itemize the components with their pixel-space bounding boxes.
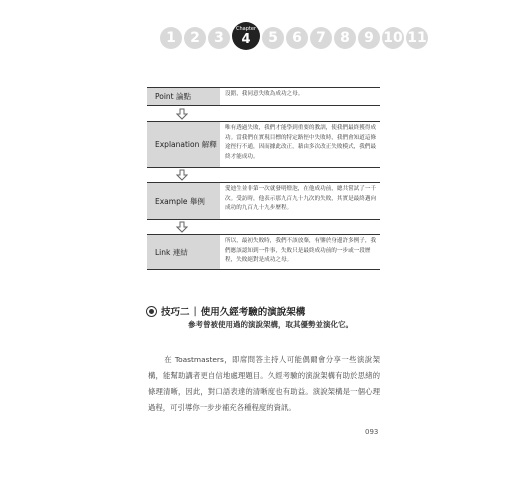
point-label: Point 論點 [147, 88, 220, 105]
chapter-7-badge: 7 [310, 27, 332, 49]
point-text: 沒錯，我同意失敗為成功之母。 [220, 88, 380, 105]
chapter-2-badge: 2 [184, 27, 206, 49]
page-number: 093 [365, 428, 379, 436]
chapter-3-badge: 3 [208, 27, 230, 49]
body-paragraph: 在 Toastmasters，即席問答主持人可能偶爾會分享一些演說架構，能幫助講者更自信地處理題目。久經考驗的演說架構有助於思緒的條理清晰，因此，對口語表達的清晰度也有助益。演說架構是一個心理過程，可引導你一步步補充各種程度的資訊。 [148, 355, 380, 413]
down-arrow-icon [176, 169, 188, 181]
tip-separator: | [193, 305, 197, 317]
explanation-label: Explanation 解釋 [147, 122, 220, 167]
example-label: Example 舉例 [147, 183, 220, 219]
chapter-1-badge: 1 [160, 27, 182, 49]
example-text: 愛迪生並非第一次就發明燈泡，在他成功前，總共嘗試了一千次。受訪時，他表示那九百九十九次的失敗，其實是最終邁向成功的九百九十九步歷程。 [220, 183, 380, 219]
bullet-icon [146, 306, 157, 317]
chapter-6-badge: 6 [286, 27, 308, 49]
pcel-row-point [147, 87, 380, 106]
down-arrow-icon [176, 221, 188, 233]
link-text: 所以，最初失敗時，我們不該放棄，有鑒於身邊許多例子，我們應該認知到一件事，失敗只是最終成功前的一步或一段歷程，失敗絕對是成功之母。 [220, 235, 380, 269]
chapter-11-badge: 11 [406, 27, 428, 49]
tip-heading [146, 304, 305, 318]
chapter-word: Chapter [236, 25, 256, 32]
tip-subtitle: 參考曾被使用過的演說架構，取其優勢並演化它。 [188, 320, 353, 329]
tip-number: 技巧二 [161, 307, 190, 318]
chapter-nav [160, 26, 430, 50]
chapter-8-badge: 8 [334, 27, 356, 49]
explanation-text: 唯有透過失敗，我們才能學到重要的教訓，使我們最終獲得成功。當我們在實現目標的特定路徑中失敗時，我們會知道這條途徑行不通，因而據此改正，藉由多次改正失敗模式，我們最終才能成功。 [220, 122, 380, 167]
chapter-10-badge: 10 [382, 27, 404, 49]
pcel-row-link [147, 234, 380, 270]
chapter-9-badge: 9 [358, 27, 380, 49]
pcel-row-example [147, 182, 380, 220]
tip-title: 使用久經考驗的演說架構 [200, 307, 306, 318]
link-label: Link 連結 [147, 235, 220, 269]
chapter-4-badge-active [232, 22, 260, 50]
down-arrow-icon [176, 108, 188, 120]
chapter-active-number: 4 [241, 31, 251, 47]
chapter-5-badge: 5 [262, 27, 284, 49]
pcel-row-explanation [147, 121, 380, 168]
